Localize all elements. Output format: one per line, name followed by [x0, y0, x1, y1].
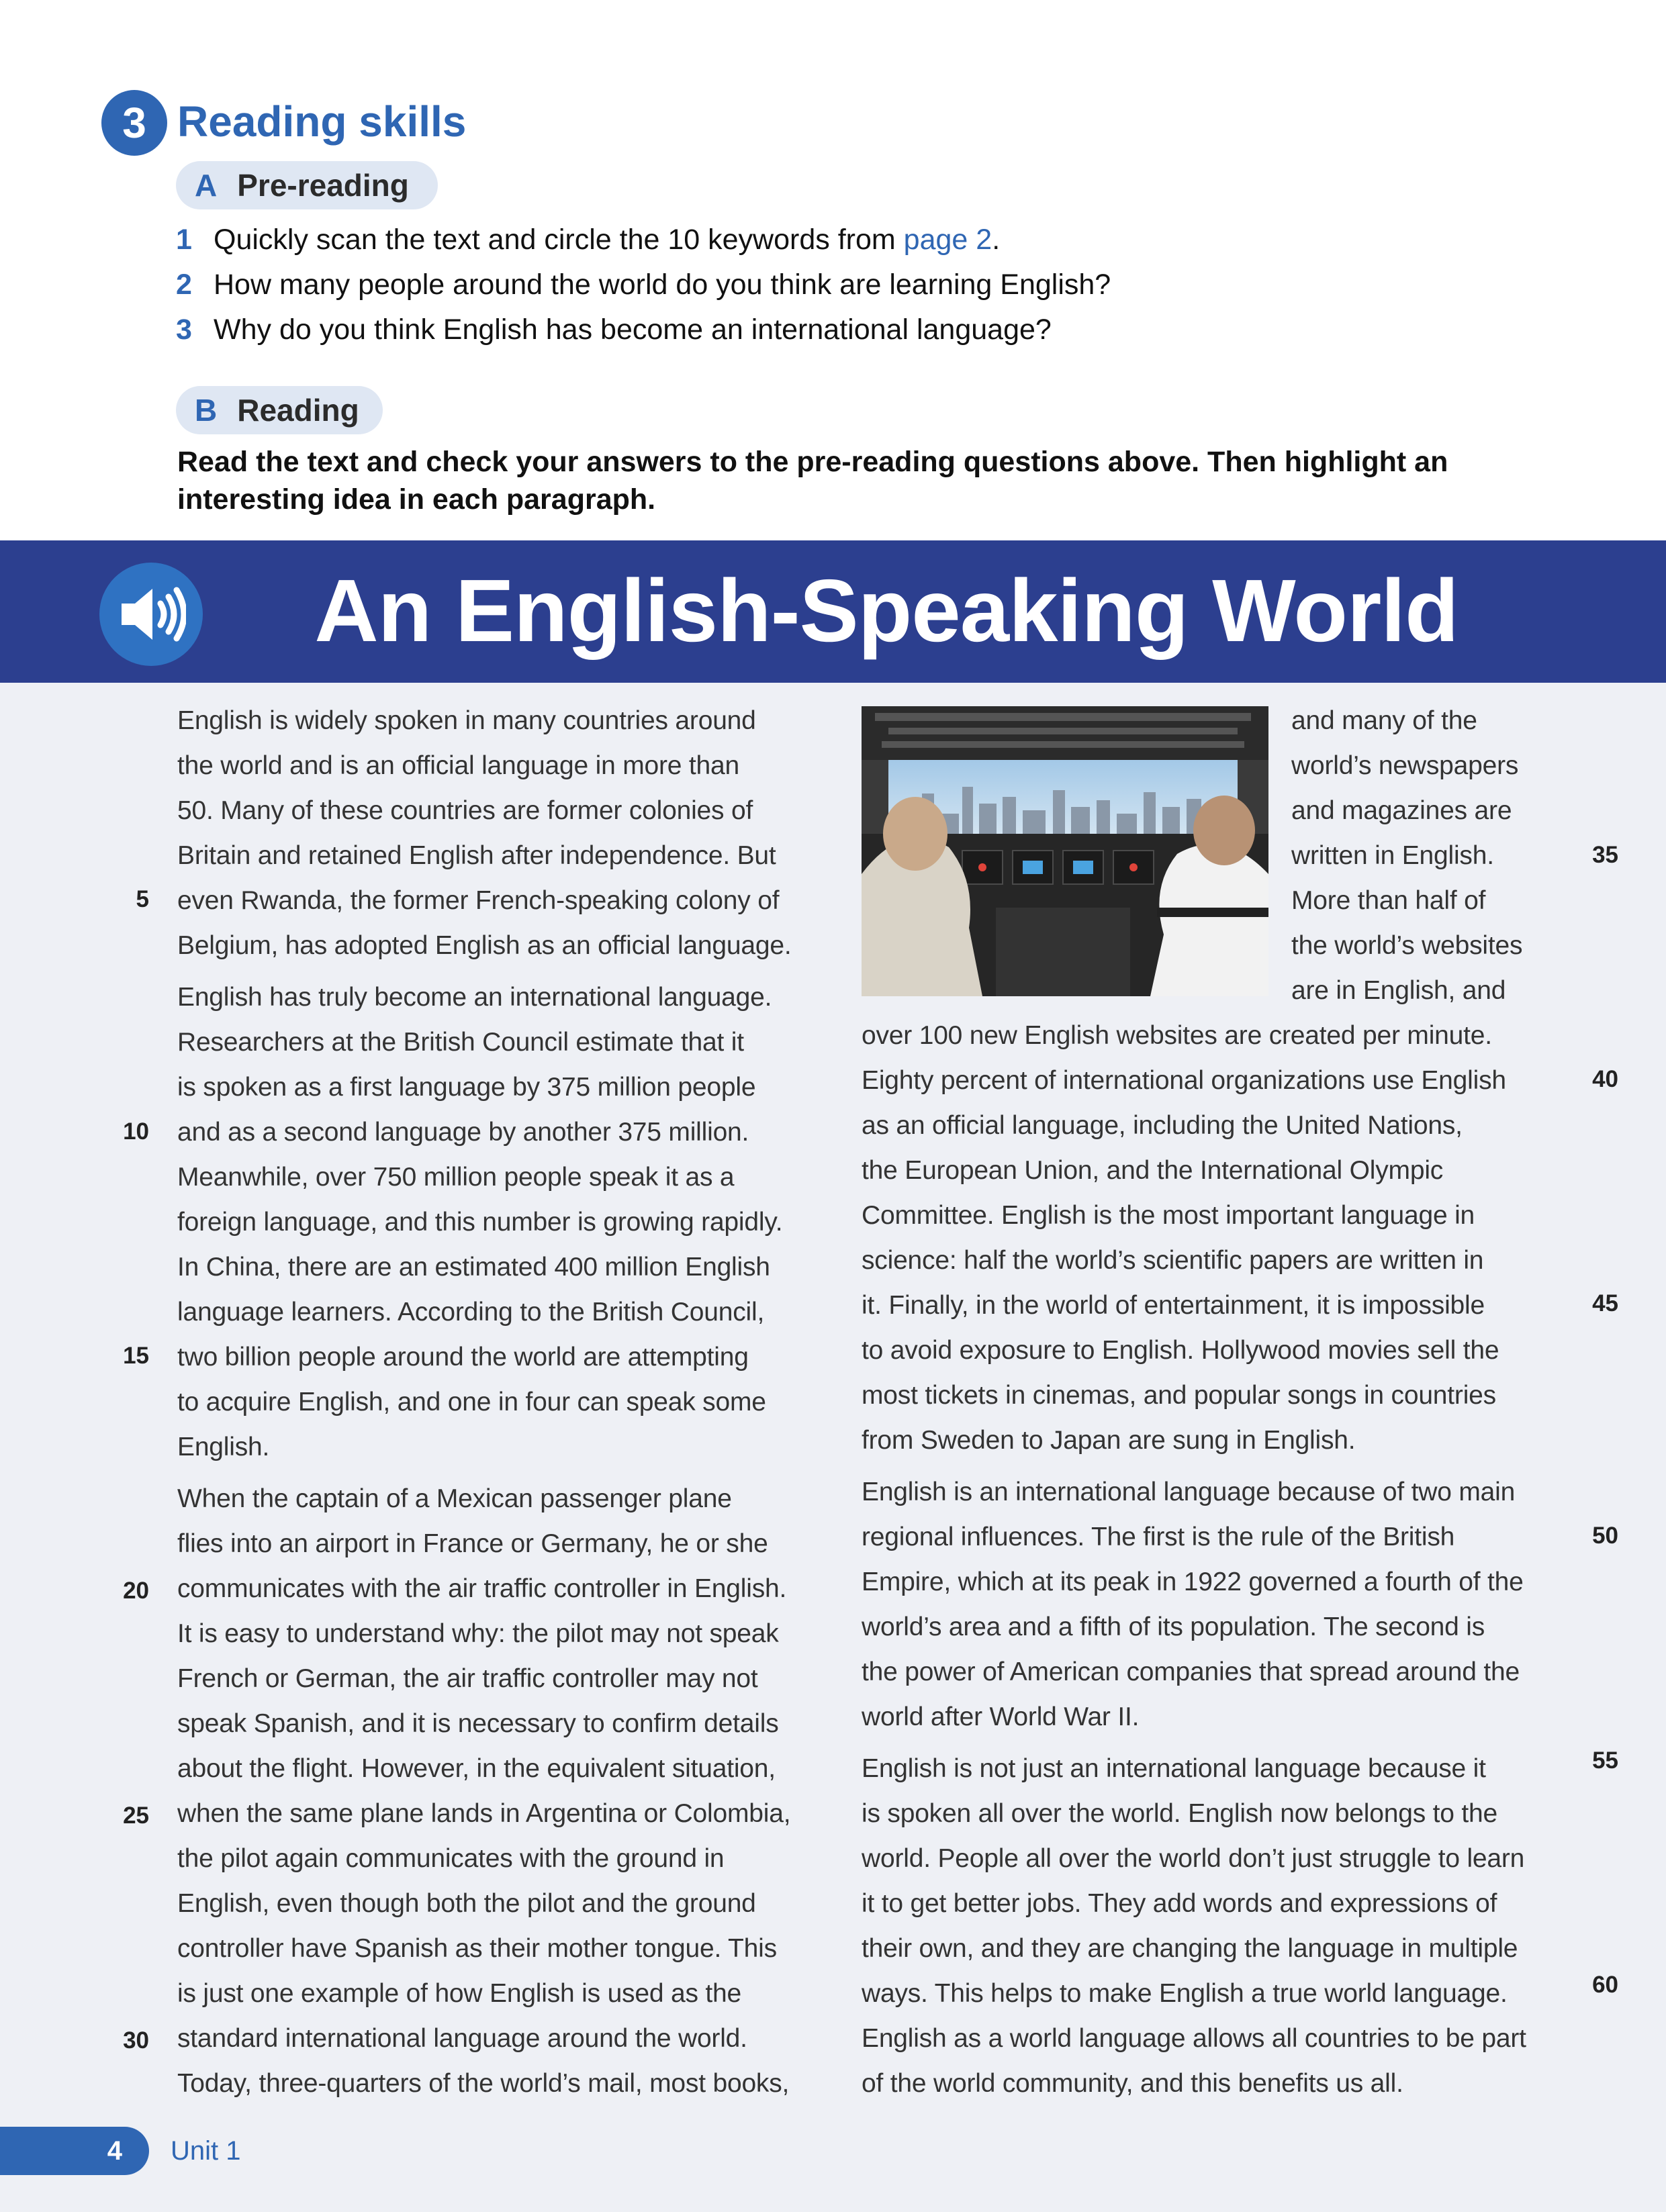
article-title: An English-Speaking World [314, 561, 1459, 660]
text-line: Eighty percent of international organizations use English [862, 1066, 1506, 1095]
text-line: the power of American companies that spread around the [862, 1657, 1520, 1686]
paragraph [177, 975, 829, 1470]
line-number: 15 [123, 1343, 149, 1369]
reading-label: Reading [237, 393, 359, 428]
text-line: When the captain of a Mexican passenger plane [177, 1484, 732, 1513]
pre-reading-letter: A [195, 168, 218, 203]
text-line: More than half of [1291, 886, 1486, 915]
line-number: 20 [123, 1578, 149, 1604]
text-line: English has truly become an international language. [177, 983, 772, 1012]
text-line: even Rwanda, the former French-speaking colony of [177, 886, 780, 915]
text-line: It is easy to understand why: the pilot may not speak [177, 1619, 779, 1648]
paragraph [862, 1013, 1587, 1463]
text-line: Committee. English is the most important language in [862, 1201, 1475, 1230]
article-right-column [862, 698, 1587, 2113]
pre-reading-heading [176, 161, 438, 209]
text-line: and as a second language by another 375 million. [177, 1118, 749, 1147]
line-number: 55 [1592, 1747, 1618, 1774]
text-line: the European Union, and the International Olympic [862, 1156, 1444, 1185]
text-line: the pilot again communicates with the ground in [177, 1844, 725, 1873]
reading-letter: B [195, 393, 218, 428]
paragraph [862, 1746, 1587, 2106]
text-line: language learners. According to the British Council, [177, 1298, 765, 1327]
reading-instruction: Read the text and check your answers to the pre-reading questions above. Then highlight an interesting idea in each paragraph. [177, 446, 1448, 516]
page-link[interactable]: page 2 [903, 224, 992, 256]
text-line: two billion people around the world are attempting [177, 1343, 749, 1372]
article-left-column [177, 698, 829, 2113]
line-number: 30 [123, 2027, 149, 2054]
text-line: regional influences. The first is the rule of the British [862, 1523, 1455, 1551]
text-line: their own, and they are changing the language in multiple [862, 1934, 1518, 1963]
text-line: world’s area and a fifth of its population. The second is [862, 1613, 1485, 1641]
question-number: 1 [176, 224, 192, 256]
wrapped-text [1291, 698, 1587, 1013]
text-line: science: half the world’s scientific papers are written in [862, 1246, 1484, 1275]
question-end: . [992, 224, 1001, 256]
line-number: 35 [1592, 842, 1618, 868]
question-text: Why do you think English has become an international language? [214, 314, 1052, 346]
text-line: to acquire English, and one in four can speak some [177, 1388, 766, 1416]
text-line: are in English, and [1291, 976, 1506, 1005]
page-number: 4 [0, 2127, 149, 2175]
text-line: to avoid exposure to English. Hollywood movies sell the [862, 1336, 1499, 1365]
text-line: Empire, which at its peak in 1922 governed a fourth of the [862, 1568, 1524, 1596]
text-line: is just one example of how English is used as the [177, 1979, 742, 2008]
text-line: it to get better jobs. They add words and expressions of [862, 1889, 1497, 1918]
speaker-glyph [116, 583, 186, 645]
text-line: about the flight. However, in the equivalent situation, [177, 1754, 776, 1783]
text-line: world’s newspapers [1291, 751, 1519, 780]
paragraph [177, 1476, 829, 2106]
text-line: 50. Many of these countries are former colonies of [177, 796, 753, 825]
text-line: Researchers at the British Council estimate that it [177, 1028, 744, 1057]
paragraph [177, 698, 829, 968]
line-number: 45 [1592, 1290, 1618, 1316]
text-line: French or German, the air traffic controller may not [177, 1664, 758, 1693]
text-line: it. Finally, in the world of entertainment, it is impossible [862, 1291, 1485, 1320]
text-line: the world’s websites [1291, 931, 1523, 960]
text-line: English is not just an international language because it [862, 1754, 1486, 1783]
question-number: 3 [176, 314, 192, 346]
unit-label: Unit 1 [171, 2136, 241, 2166]
text-line: English as a world language allows all countries to be part [862, 2024, 1526, 2053]
text-line: and magazines are [1291, 796, 1512, 825]
text-line: English. [177, 1433, 270, 1461]
text-line: communicates with the air traffic controller in English. [177, 1574, 787, 1603]
text-line: English, even though both the pilot and the ground [177, 1889, 756, 1918]
text-line: of the world community, and this benefits us all. [862, 2069, 1403, 2098]
pre-reading-label: Pre-reading [237, 168, 409, 203]
section-number-badge: 3 [101, 90, 167, 156]
question-1 [176, 220, 1000, 260]
text-line: In China, there are an estimated 400 million English [177, 1253, 770, 1282]
speaker-icon[interactable] [99, 563, 203, 666]
text-line: English is an international language because of two main [862, 1478, 1516, 1506]
line-number: 10 [123, 1118, 149, 1145]
text-line: controller have Spanish as their mother tongue. This [177, 1934, 777, 1963]
text-line: is spoken as a first language by 375 million people [177, 1073, 756, 1102]
text-line: as an official language, including the United Nations, [862, 1111, 1463, 1140]
text-line: over 100 new English websites are created per minute. [862, 1021, 1492, 1050]
text-line: English is widely spoken in many countries around [177, 706, 756, 735]
question-text: How many people around the world do you think are learning English? [214, 269, 1111, 301]
line-number: 60 [1592, 1972, 1618, 1998]
question-2 [176, 265, 1111, 305]
line-number: 40 [1592, 1066, 1618, 1092]
section-title: Reading skills [177, 97, 467, 146]
text-line: world after World War II. [862, 1702, 1140, 1731]
text-line: Britain and retained English after independence. But [177, 841, 776, 870]
question-text: Quickly scan the text and circle the 10 keywords from [214, 224, 904, 256]
reading-heading [176, 386, 383, 434]
text-line: the world and is an official language in more than [177, 751, 739, 780]
line-number: 25 [123, 1802, 149, 1829]
text-line: and many of the [1291, 706, 1477, 735]
text-line: world. People all over the world don’t just struggle to learn [862, 1844, 1525, 1873]
question-number: 2 [176, 269, 192, 301]
text-line: speak Spanish, and it is necessary to confirm details [177, 1709, 779, 1738]
text-line: Today, three-quarters of the world’s mail, most books, [177, 2069, 790, 2098]
line-number: 5 [136, 886, 149, 912]
text-line: from Sweden to Japan are sung in English. [862, 1426, 1356, 1455]
text-line: is spoken all over the world. English now belongs to the [862, 1799, 1498, 1828]
text-line: most tickets in cinemas, and popular songs in countries [862, 1381, 1496, 1410]
question-3 [176, 309, 1052, 350]
text-line: Meanwhile, over 750 million people speak it as a [177, 1163, 735, 1192]
paragraph [862, 1470, 1587, 1739]
line-number: 50 [1592, 1523, 1618, 1549]
text-line: when the same plane lands in Argentina or Colombia, [177, 1799, 791, 1828]
text-line: foreign language, and this number is growing rapidly. [177, 1208, 783, 1237]
text-line: written in English. [1291, 841, 1494, 870]
text-line: standard international language around the world. [177, 2024, 747, 2053]
text-line: ways. This helps to make English a true world language. [862, 1979, 1508, 2008]
text-line: Belgium, has adopted English as an official language. [177, 931, 792, 960]
text-line: flies into an airport in France or Germany, he or she [177, 1529, 768, 1558]
